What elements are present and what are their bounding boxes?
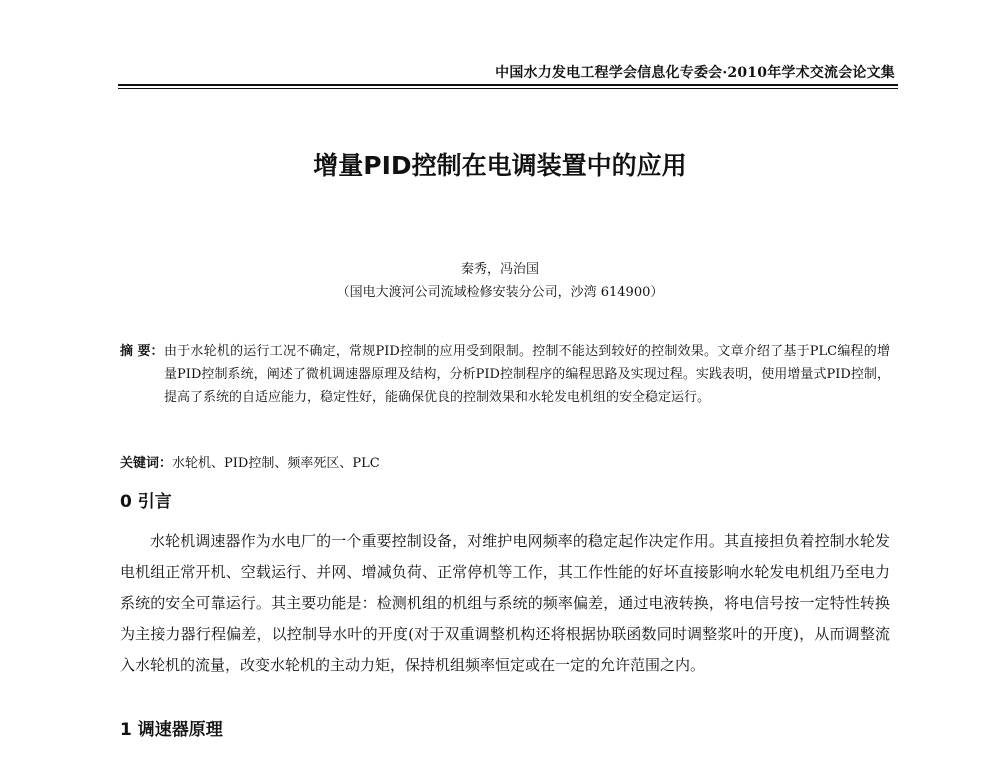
keywords — [120, 452, 890, 471]
header-rule-thin — [118, 88, 898, 89]
introduction-paragraph: 水轮机调速器作为水电厂的一个重要控制设备，对维护电网频率的稳定起作决定作用。其直接担负着控制水轮发电机组正常开机、空载运行、并网、增减负荷、正常停机等工作，其工作性能的好坏直接影响水轮发电机组乃至电力系统的安全可靠运行。其主要功能是：检测机组的机组与系统的频率偏差，通过电液转换，将电信号按一定特性转换为主接力器行程偏差，以控制导水叶的开度(对于双重调整机构还将根据协联函数同时调整浆叶的开度)，从而调整流入水轮机的流量，改变水轮机的主动力矩，保持机组频率恒定或在一定的允许范围之内。 — [120, 532, 890, 674]
abstract-text: 由于水轮机的运行工况不确定，常规PID控制的应用受到限制。控制不能达到较好的控制效果。文章介绍了基于PLC编程的增量PID控制系统，阐述了微机调速器原理及结构，分析PID控制程序的编程思路及实现过程。实践表明，使用增量式PID控制，提高了系统的自适应能力，稳定性好，能确保优良的控制效果和水轮发电机组的安全稳定运行。 — [164, 344, 890, 405]
keywords-label: 关键词： — [120, 456, 173, 471]
affiliation: （国电大渡河公司流域检修安装分公司，沙湾 614900） — [336, 285, 664, 300]
abstract-label: 摘 要： — [120, 344, 164, 359]
header-rule — [118, 84, 898, 86]
running-header: 中国水力发电工程学会信息化专委会·2010年学术交流会论文集 — [495, 65, 895, 81]
section-heading-introduction: 0 引言 — [120, 492, 172, 512]
paper-title: 增量PID控制在电调装置中的应用 — [313, 151, 687, 180]
section-heading-governor-principle: 1 调速器原理 — [120, 720, 223, 740]
keywords-text: 水轮机、PID控制、频率死区、PLC — [172, 456, 380, 471]
abstract — [120, 340, 890, 409]
authors: 秦秀，冯治国 — [460, 262, 539, 277]
